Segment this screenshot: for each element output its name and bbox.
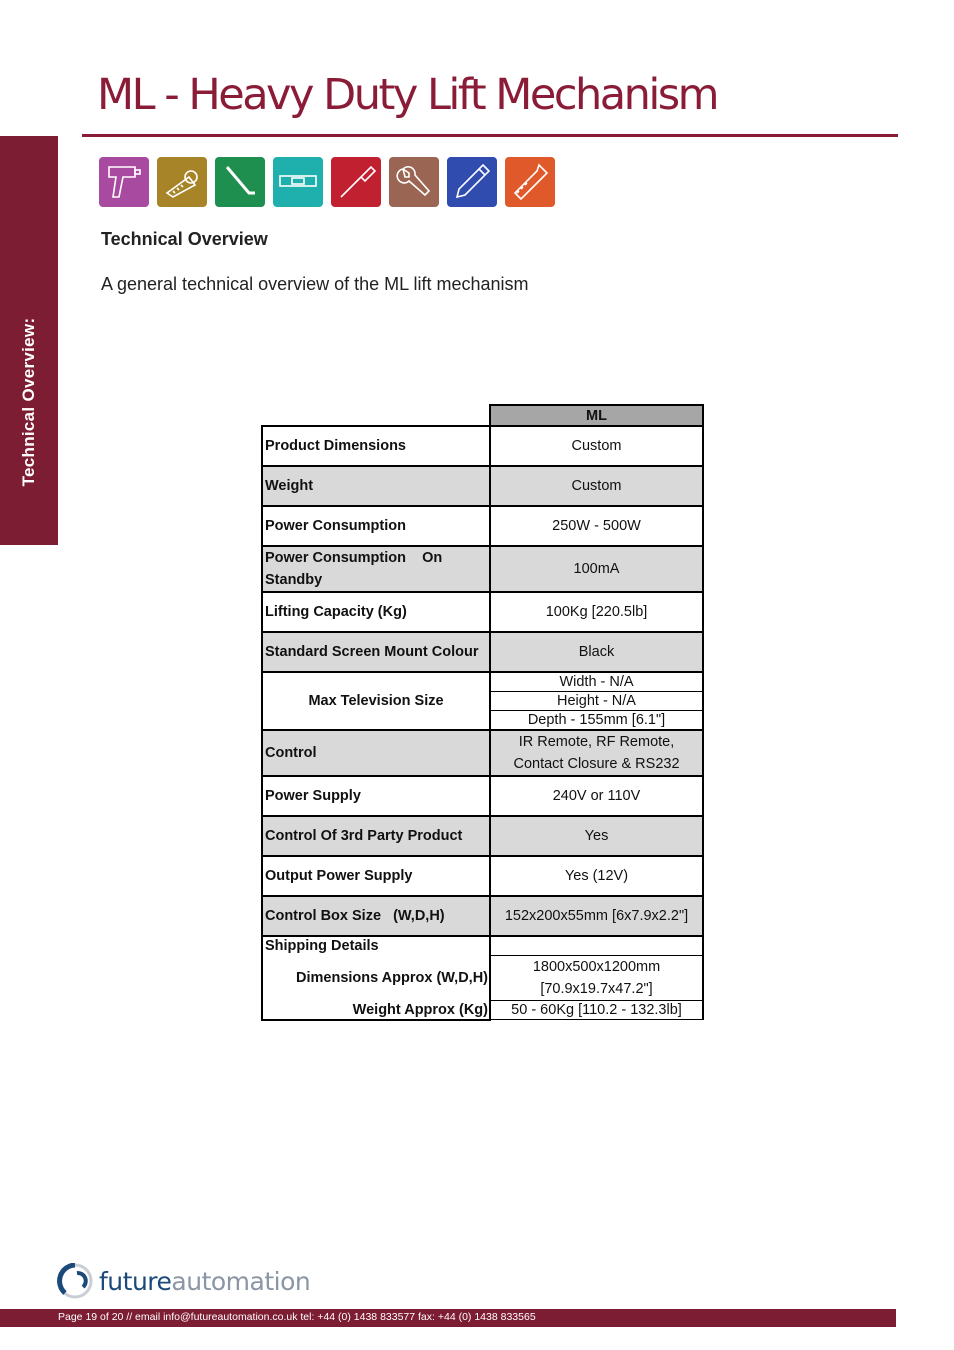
shipping-dimensions-label: Dimensions Approx (W,D,H)	[262, 956, 490, 1001]
table-row	[262, 506, 703, 546]
row-value: Depth - 155mm [6.1"]	[490, 711, 703, 731]
row-value: Yes (12V)	[490, 856, 703, 896]
swirl-logo-icon	[57, 1263, 93, 1299]
title-divider	[82, 134, 898, 137]
footer-text: Page 19 of 20 // email info@futureautomation.co.uk tel: +44 (0) 1438 833577 fax: +44 (0) 1438 833565	[58, 1311, 536, 1323]
row-label-line1: Power Consumption On	[265, 550, 443, 566]
row-label: Control Box Size (W,D,H)	[262, 896, 490, 936]
logo-wordmark	[99, 1267, 310, 1296]
wrench-icon	[389, 157, 439, 207]
table-row	[262, 730, 703, 776]
section-description: A general technical overview of the ML lift mechanism	[101, 274, 529, 294]
shipping-dimensions-line2: [70.9x19.7x47.2"]	[540, 981, 653, 997]
row-value: Black	[490, 632, 703, 672]
row-value: 100mA	[490, 546, 703, 592]
row-label: Output Power Supply	[262, 856, 490, 896]
table-row	[262, 546, 703, 592]
shipping-weight-value: 50 - 60Kg [110.2 - 132.3lb]	[490, 1001, 703, 1020]
row-label: Product Dimensions	[262, 426, 490, 466]
row-label: Power Supply	[262, 776, 490, 816]
row-label: Control Of 3rd Party Product	[262, 816, 490, 856]
row-value-line1: IR Remote, RF Remote,	[518, 734, 675, 750]
allen-key-icon	[215, 157, 265, 207]
table-row	[262, 816, 703, 856]
company-logo	[57, 1263, 310, 1299]
table-row	[262, 592, 703, 632]
page-title: ML - Heavy Duty Lift Mechanism	[97, 70, 718, 120]
table-row	[262, 1001, 703, 1020]
table-header-spacer	[262, 405, 490, 426]
row-label: Standard Screen Mount Colour	[262, 632, 490, 672]
table-row	[262, 426, 703, 466]
side-tab	[0, 136, 58, 545]
pencil-icon	[447, 157, 497, 207]
footer-bar	[0, 1309, 896, 1327]
logo-word-part2: automation	[171, 1266, 311, 1296]
shipping-dimensions-value	[490, 956, 703, 1001]
shipping-value-blank	[490, 936, 703, 956]
row-label	[262, 546, 490, 592]
row-label: Weight	[262, 466, 490, 506]
drill-icon	[99, 157, 149, 207]
table-row	[262, 466, 703, 506]
row-label-line2: Standby	[265, 572, 323, 588]
table-row	[262, 632, 703, 672]
row-value: 250W - 500W	[490, 506, 703, 546]
section-heading: Technical Overview	[101, 229, 268, 249]
row-value: 100Kg [220.5lb]	[490, 592, 703, 632]
row-value: Width - N/A	[490, 672, 703, 692]
row-value: Custom	[490, 426, 703, 466]
screwdriver-icon	[331, 157, 381, 207]
shipping-weight-label: Weight Approx (Kg)	[262, 1001, 490, 1020]
table-row	[262, 856, 703, 896]
spec-table	[261, 404, 704, 1021]
table-column-header: ML	[490, 405, 703, 426]
shipping-dimensions-line1: 1800x500x1200mm	[532, 959, 661, 975]
row-value: 152x200x55mm [6x7.9x2.2"]	[490, 896, 703, 936]
table-row	[262, 956, 703, 1001]
row-value	[490, 730, 703, 776]
spirit-level-icon	[273, 157, 323, 207]
table-row	[262, 672, 703, 692]
row-label: Lifting Capacity (Kg)	[262, 592, 490, 632]
row-label: Control	[262, 730, 490, 776]
logo-word-part1: future	[99, 1266, 172, 1296]
table-row	[262, 896, 703, 936]
row-label: Max Television Size	[262, 672, 490, 730]
tape-measure-icon	[157, 157, 207, 207]
shipping-label: Shipping Details	[262, 936, 490, 956]
table-row	[262, 936, 703, 956]
row-value: Custom	[490, 466, 703, 506]
row-value: Yes	[490, 816, 703, 856]
row-value: 240V or 110V	[490, 776, 703, 816]
hand-saw-icon	[505, 157, 555, 207]
row-value: Height - N/A	[490, 692, 703, 711]
side-tab-label: Technical Overview:	[19, 317, 38, 487]
tool-icon-strip	[99, 157, 555, 207]
table-row	[262, 776, 703, 816]
row-label: Power Consumption	[262, 506, 490, 546]
row-value-line2: Contact Closure & RS232	[513, 756, 680, 772]
